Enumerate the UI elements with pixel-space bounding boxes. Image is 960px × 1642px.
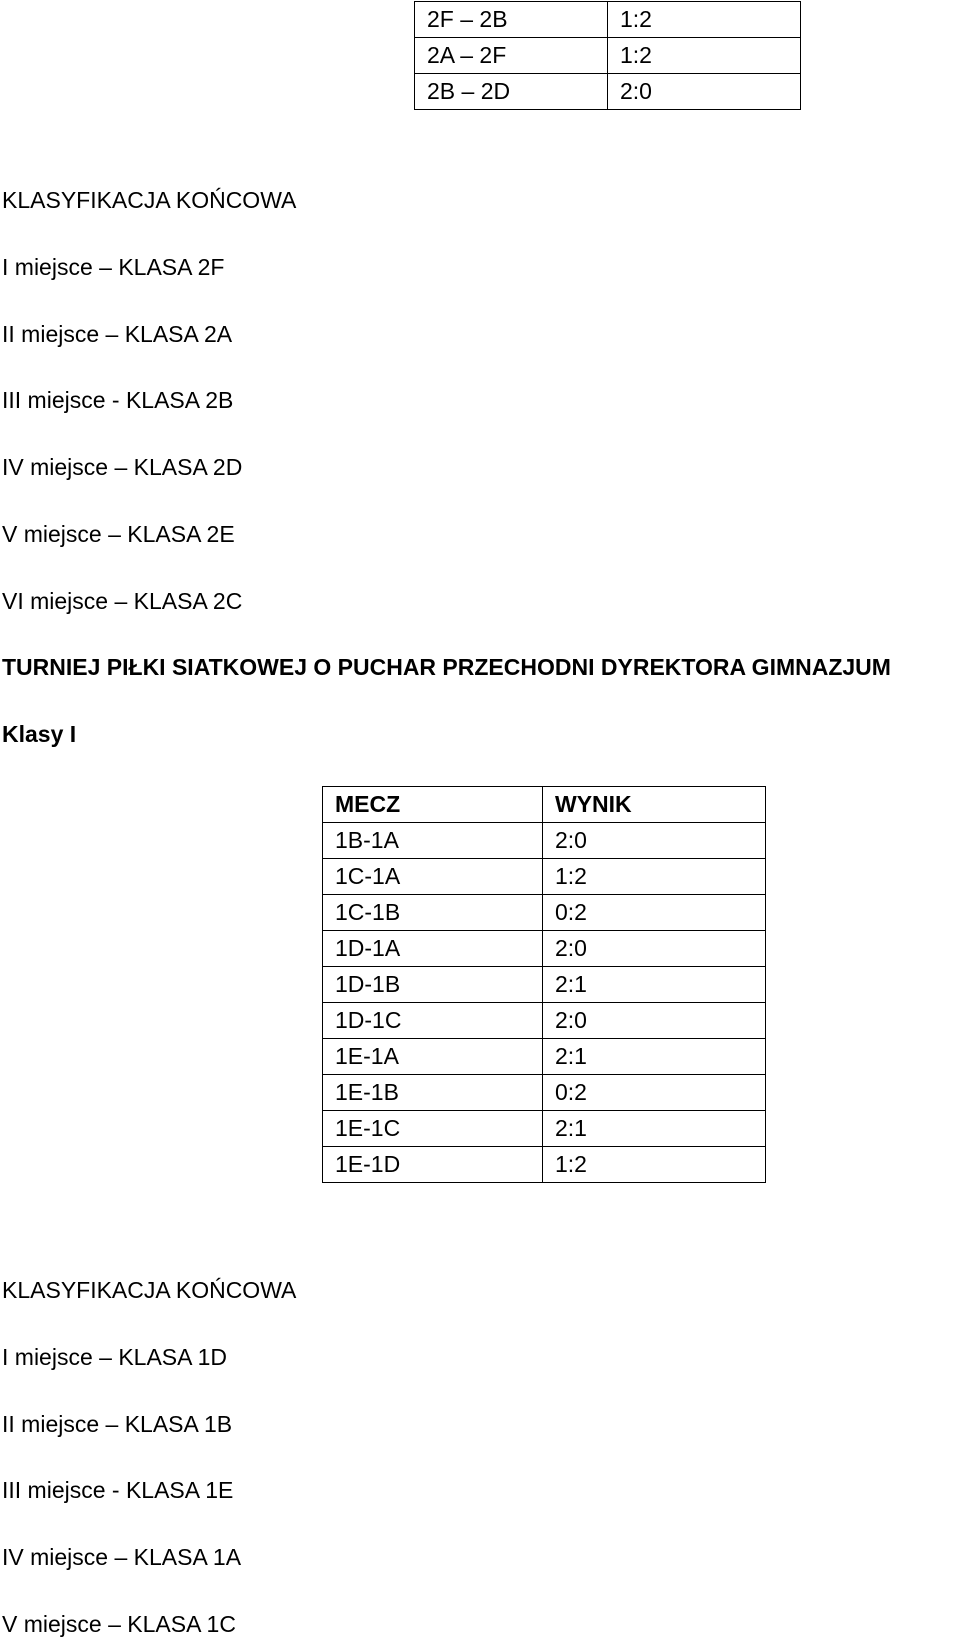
- result-cell: 2:1: [543, 1111, 766, 1147]
- match-cell: 2B – 2D: [415, 74, 608, 110]
- result-cell: 2:0: [543, 1003, 766, 1039]
- match-cell: 1E-1A: [323, 1039, 543, 1075]
- result-cell: 0:2: [543, 1075, 766, 1111]
- match-cell: 1E-1D: [323, 1147, 543, 1183]
- table-row: [323, 1111, 766, 1147]
- match-cell: 2A – 2F: [415, 38, 608, 74]
- table-row: [323, 895, 766, 931]
- classification-heading: KLASYFIKACJA KOŃCOWA: [2, 187, 297, 213]
- classification-place: I miejsce – KLASA 1D: [2, 1344, 227, 1370]
- match-cell: 1B-1A: [323, 823, 543, 859]
- results-table-continuation: [414, 1, 801, 110]
- match-cell: 1C-1A: [323, 859, 543, 895]
- result-cell: 2:0: [543, 931, 766, 967]
- table-row: [323, 823, 766, 859]
- classification-place: V miejsce – KLASA 1C: [2, 1611, 236, 1637]
- result-cell: 1:2: [543, 859, 766, 895]
- tournament-subtitle: Klasy I: [2, 721, 77, 747]
- tournament-title: TURNIEJ PIŁKI SIATKOWEJ O PUCHAR PRZECHODNI DYREKTORA GIMNAZJUM: [2, 654, 891, 680]
- match-cell: 1D-1C: [323, 1003, 543, 1039]
- classification-place: VI miejsce – KLASA 2C: [2, 588, 243, 614]
- table-row: [323, 967, 766, 1003]
- classification-place: IV miejsce – KLASA 1A: [2, 1544, 242, 1570]
- table-row: [415, 38, 801, 74]
- classification-place: V miejsce – KLASA 2E: [2, 521, 235, 547]
- result-cell: 1:2: [608, 38, 801, 74]
- classification-heading: KLASYFIKACJA KOŃCOWA: [2, 1277, 297, 1303]
- result-cell: 0:2: [543, 895, 766, 931]
- classification-place: IV miejsce – KLASA 2D: [2, 454, 243, 480]
- match-cell: 1D-1A: [323, 931, 543, 967]
- table-row: [323, 1075, 766, 1111]
- classification-place: II miejsce – KLASA 1B: [2, 1411, 233, 1437]
- result-cell: 2:0: [608, 74, 801, 110]
- classification-place: III miejsce - KLASA 2B: [2, 387, 234, 413]
- table-row: [415, 2, 801, 38]
- match-cell: 1E-1B: [323, 1075, 543, 1111]
- result-cell: 2:0: [543, 823, 766, 859]
- match-cell: 1D-1B: [323, 967, 543, 1003]
- table-row: [323, 1003, 766, 1039]
- match-cell: 1C-1B: [323, 895, 543, 931]
- results-table: [322, 786, 766, 1183]
- result-cell: 1:2: [543, 1147, 766, 1183]
- table-row: [323, 1039, 766, 1075]
- table-row: [323, 1147, 766, 1183]
- result-cell: 2:1: [543, 1039, 766, 1075]
- result-cell: 1:2: [608, 2, 801, 38]
- table-row: [323, 859, 766, 895]
- match-cell: 2F – 2B: [415, 2, 608, 38]
- classification-place: II miejsce – KLASA 2A: [2, 321, 233, 347]
- match-cell: 1E-1C: [323, 1111, 543, 1147]
- table-row: [415, 74, 801, 110]
- column-header-result: WYNIK: [543, 787, 766, 823]
- table-header-row: [323, 787, 766, 823]
- classification-place: I miejsce – KLASA 2F: [2, 254, 225, 280]
- result-cell: 2:1: [543, 967, 766, 1003]
- column-header-match: MECZ: [323, 787, 543, 823]
- classification-place: III miejsce - KLASA 1E: [2, 1477, 234, 1503]
- table-row: [323, 931, 766, 967]
